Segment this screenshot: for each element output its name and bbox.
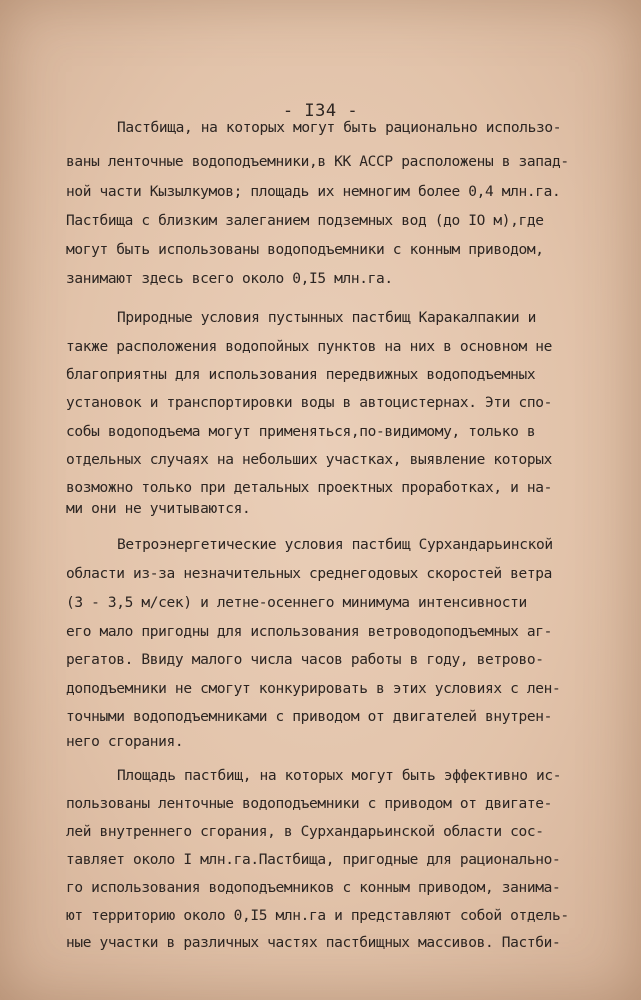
text-line: установок и транспортировки воды в автоцистернах. Эти спо- xyxy=(66,395,553,411)
text-line: могут быть использованы водоподъемники с конным приводом, xyxy=(66,242,544,258)
text-line: также расположения водопойных пунктов на них в основном не xyxy=(66,339,553,355)
text-line: Пастбища с близким залеганием подземных вод (до IO м),где xyxy=(66,213,544,229)
text-line: области из-за незначительных среднегодовых скоростей ветра xyxy=(66,566,553,582)
page-number: - I34 - xyxy=(282,101,359,121)
text-line: ваны ленточные водоподъемники,в КК АССР расположены в запад- xyxy=(66,154,569,170)
text-line: занимают здесь всего около 0,I5 млн.га. xyxy=(66,271,393,287)
text-line: ные участки в различных частях пастбищных массивов. Пастби- xyxy=(66,935,561,951)
text-line: ной части Кызылкумов; площадь их немногим более 0,4 млн.га. xyxy=(66,184,561,200)
text-line: него сгорания. xyxy=(66,734,184,750)
text-line: Ветроэнергетические условия пастбищ Сурхандарьинской xyxy=(117,537,553,553)
text-line: Площадь пастбищ, на которых могут быть эффективно ис- xyxy=(117,768,562,784)
text-line: го использования водоподъемников с конным приводом, занима- xyxy=(66,880,561,896)
text-line: возможно только при детальных проектных проработках, и на- xyxy=(66,480,553,496)
text-line: ют территорию около 0,I5 млн.га и представляют собой отдель- xyxy=(66,908,569,924)
text-line: благоприятны для использования передвижных водоподъемных xyxy=(66,367,536,383)
text-line: его мало пригодны для использования ветроводоподъемных аг- xyxy=(66,624,553,640)
text-line: точными водоподъемниками с приводом от двигателей внутрен- xyxy=(66,709,553,725)
text-line: доподъемники не смогут конкурировать в этих условиях с лен- xyxy=(66,681,561,697)
text-line: отдельных случаях на небольших участках, выявление которых xyxy=(66,452,553,468)
text-line: Природные условия пустынных пастбищ Каракалпакии и xyxy=(117,310,536,326)
text-line: лей внутреннего сгорания, в Сурхандарьинской области сос- xyxy=(66,824,544,840)
text-line: (3 - 3,5 м/сек) и летне-осеннего минимума интенсивности xyxy=(66,595,527,611)
text-line: ми они не учитываются. xyxy=(66,501,251,517)
text-line: пользованы ленточные водоподъемники с приводом от двигате- xyxy=(66,796,553,812)
text-line: тавляет около I млн.га.Пастбища, пригодные для рационально- xyxy=(66,852,561,868)
text-line: собы водоподъема могут применяться,по-видимому, только в xyxy=(66,424,536,440)
text-line: регатов. Ввиду малого числа часов работы в году, ветрово- xyxy=(66,652,544,668)
text-line: Пастбища, на которых могут быть рационально использо- xyxy=(117,120,562,136)
